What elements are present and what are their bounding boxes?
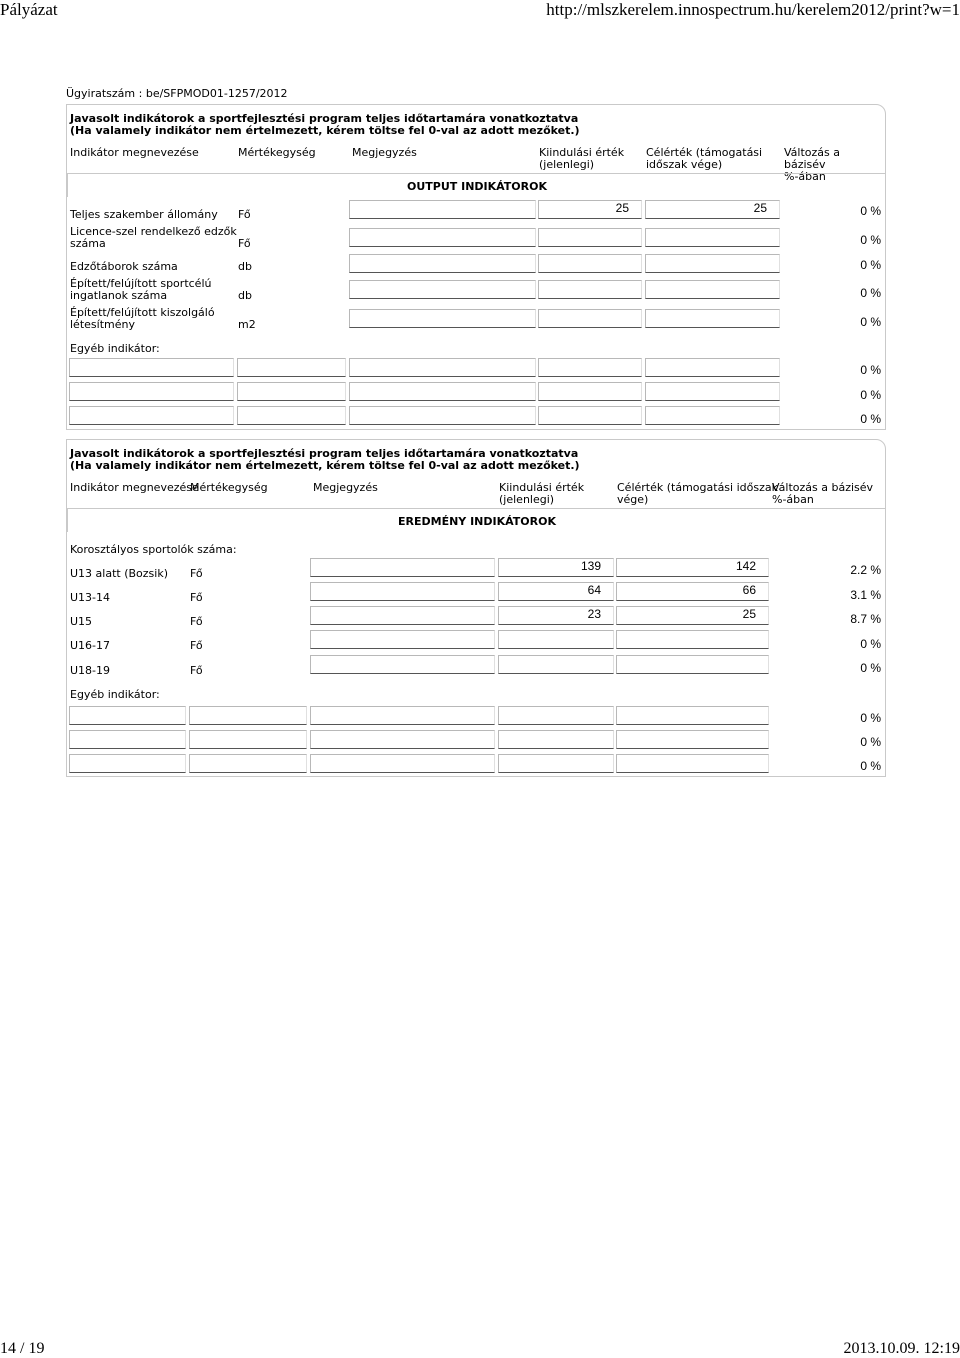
base-value-input[interactable] xyxy=(498,655,614,674)
indicator-unit: Fő xyxy=(190,591,203,604)
indicator-name-line2: ingatlanok száma xyxy=(70,289,168,302)
other-name-input[interactable] xyxy=(69,358,234,377)
indicator-name: U16-17 xyxy=(70,639,111,652)
change-percent: 0 % xyxy=(860,637,881,651)
target-value-input[interactable] xyxy=(616,706,769,725)
col-base-value xyxy=(499,482,584,506)
output-panel-title-line2: (Ha valamely indikátor nem értelmezett, kérem töltse fel 0-val az adott mezőket.) xyxy=(70,124,580,137)
base-value-input[interactable]: 139 xyxy=(498,558,614,577)
col-unit: Mértékegység xyxy=(190,481,268,494)
change-percent: 0 % xyxy=(860,258,881,272)
note-input[interactable] xyxy=(310,730,495,749)
note-input[interactable] xyxy=(349,254,536,273)
indicator-unit: Fő xyxy=(238,237,251,250)
other-unit-input[interactable] xyxy=(237,382,346,401)
col-base-line2: (jelenlegi) xyxy=(539,158,595,171)
indicator-name-line2: száma xyxy=(70,237,106,250)
page-header-title: Pályázat xyxy=(0,0,58,19)
note-input[interactable] xyxy=(349,280,536,299)
result-indicators-panel xyxy=(66,439,886,777)
base-value-input[interactable] xyxy=(538,280,642,299)
target-value-input[interactable] xyxy=(645,228,780,247)
target-value-input[interactable] xyxy=(645,309,780,328)
target-value-input[interactable]: 142 xyxy=(616,558,769,577)
target-value-input[interactable] xyxy=(645,406,780,425)
target-value-input[interactable] xyxy=(616,754,769,773)
other-indicator-label: Egyéb indikátor: xyxy=(70,342,160,355)
change-percent: 0 % xyxy=(860,388,881,402)
change-percent: 0 % xyxy=(860,363,881,377)
col-indicator-name: Indikátor megnevezése xyxy=(70,481,199,494)
note-input[interactable] xyxy=(310,606,495,625)
note-input[interactable] xyxy=(310,754,495,773)
section-title: EREDMÉNY INDIKÁTOROK xyxy=(67,508,886,532)
col-change-line1: Változás a bázisév xyxy=(772,481,874,494)
other-name-input[interactable] xyxy=(69,406,234,425)
target-value-input[interactable] xyxy=(645,382,780,401)
indicator-name xyxy=(70,307,215,331)
base-value-input[interactable]: 64 xyxy=(498,582,614,601)
section-title: OUTPUT INDIKÁTOROK xyxy=(67,173,886,197)
indicator-unit: db xyxy=(238,260,252,273)
change-percent: 0 % xyxy=(860,233,881,247)
page-number: 14 / 19 xyxy=(0,1340,45,1357)
indicator-name-line2: létesítmény xyxy=(70,318,135,331)
col-target-line2: időszak vége) xyxy=(646,158,723,171)
col-target-value xyxy=(646,147,762,171)
change-percent: 0 % xyxy=(860,315,881,329)
col-change xyxy=(772,482,873,506)
indicator-name: Edzőtáborok száma xyxy=(70,260,178,273)
other-unit-input[interactable] xyxy=(237,406,346,425)
indicator-unit: Fő xyxy=(190,639,203,652)
result-panel-title-line1: Javasolt indikátorok a sportfejlesztési program teljes időtartamára vonatkoztatva xyxy=(70,447,579,460)
group-label: Korosztályos sportolók száma: xyxy=(70,543,237,556)
target-value-input[interactable] xyxy=(616,730,769,749)
col-base-line1: Kiindulási érték xyxy=(539,146,625,159)
base-value-input[interactable] xyxy=(498,730,614,749)
note-input[interactable] xyxy=(349,382,536,401)
result-panel-title-line2: (Ha valamely indikátor nem értelmezett, kérem töltse fel 0-val az adott mezőket.) xyxy=(70,459,580,472)
note-input[interactable] xyxy=(310,706,495,725)
target-value-input[interactable] xyxy=(645,358,780,377)
col-note: Megjegyzés xyxy=(352,146,417,159)
other-name-input[interactable] xyxy=(69,730,186,749)
output-panel-title-line1: Javasolt indikátorok a sportfejlesztési program teljes időtartamára vonatkoztatva xyxy=(70,112,579,125)
change-percent: 3.1 % xyxy=(850,588,881,602)
col-target-line1: Célérték (támogatási időszak xyxy=(617,481,778,494)
note-input[interactable] xyxy=(310,558,495,577)
base-value-input[interactable] xyxy=(538,254,642,273)
base-value-input[interactable] xyxy=(538,382,642,401)
other-unit-input[interactable] xyxy=(189,730,307,749)
change-percent: 0 % xyxy=(860,661,881,675)
indicator-name-line1: Épített/felújított sportcélú xyxy=(70,277,212,290)
change-percent: 0 % xyxy=(860,204,881,218)
indicator-name: U13 alatt (Bozsik) xyxy=(70,567,168,580)
other-name-input[interactable] xyxy=(69,706,186,725)
other-name-input[interactable] xyxy=(69,382,234,401)
indicator-name-line1: Licence-szel rendelkező edzők xyxy=(70,225,237,238)
base-value-input[interactable] xyxy=(538,406,642,425)
note-input[interactable] xyxy=(349,228,536,247)
target-value-input[interactable]: 25 xyxy=(616,606,769,625)
indicator-unit: Fő xyxy=(238,208,251,221)
note-input[interactable] xyxy=(310,630,495,649)
note-input[interactable] xyxy=(349,200,536,219)
base-value-input[interactable] xyxy=(498,706,614,725)
print-timestamp: 2013.10.09. 12:19 xyxy=(843,1340,960,1357)
other-unit-input[interactable] xyxy=(237,358,346,377)
indicator-name-line1: Épített/felújított kiszolgáló xyxy=(70,306,215,319)
col-change-line2: %-ában xyxy=(784,170,826,183)
change-percent: 8.7 % xyxy=(850,612,881,626)
indicator-name xyxy=(70,226,237,250)
change-percent: 0 % xyxy=(860,759,881,773)
col-base-line1: Kiindulási érték xyxy=(499,481,585,494)
other-name-input[interactable] xyxy=(69,754,186,773)
note-input[interactable] xyxy=(310,655,495,674)
col-change-line1: Változás a bázisév xyxy=(784,146,840,171)
base-value-input[interactable] xyxy=(538,309,642,328)
other-indicator-label: Egyéb indikátor: xyxy=(70,688,160,701)
col-target-line2: vége) xyxy=(617,493,649,506)
note-input[interactable] xyxy=(349,406,536,425)
base-value-input[interactable] xyxy=(538,228,642,247)
base-value-input[interactable]: 23 xyxy=(498,606,614,625)
target-value-input[interactable] xyxy=(616,655,769,674)
other-unit-input[interactable] xyxy=(189,754,307,773)
output-indicators-panel xyxy=(66,104,886,430)
col-target-line1: Célérték (támogatási xyxy=(646,146,763,159)
indicator-name: U13-14 xyxy=(70,591,111,604)
indicator-name: U18-19 xyxy=(70,664,111,677)
col-note: Megjegyzés xyxy=(313,481,378,494)
target-value-input[interactable] xyxy=(616,630,769,649)
indicator-name: Teljes szakember állomány xyxy=(70,208,218,221)
change-percent: 0 % xyxy=(860,711,881,725)
indicator-unit: m2 xyxy=(238,318,256,331)
change-percent: 0 % xyxy=(860,412,881,426)
col-target-value xyxy=(617,482,778,506)
target-value-input[interactable]: 66 xyxy=(616,582,769,601)
col-base-line2: (jelenlegi) xyxy=(499,493,555,506)
page-header-url: http://mlszkerelem.innospectrum.hu/kerelem2012/print?w=1 xyxy=(546,0,960,19)
target-value-input[interactable] xyxy=(645,254,780,273)
note-input[interactable] xyxy=(349,358,536,377)
col-unit: Mértékegység xyxy=(238,146,316,159)
other-unit-input[interactable] xyxy=(189,706,307,725)
change-percent: 0 % xyxy=(860,735,881,749)
base-value-input[interactable]: 25 xyxy=(538,200,642,219)
base-value-input[interactable] xyxy=(498,630,614,649)
col-change-line2: %-ában xyxy=(772,493,814,506)
target-value-input[interactable]: 25 xyxy=(645,200,780,219)
note-input[interactable] xyxy=(349,309,536,328)
indicator-name xyxy=(70,278,211,302)
indicator-unit: Fő xyxy=(190,615,203,628)
change-percent: 2.2 % xyxy=(850,563,881,577)
indicator-unit: db xyxy=(238,289,252,302)
col-base-value xyxy=(539,147,624,171)
indicator-unit: Fő xyxy=(190,567,203,580)
base-value-input[interactable] xyxy=(498,754,614,773)
target-value-input[interactable] xyxy=(645,280,780,299)
case-number: Ügyiratszám : be/SFPMOD01-1257/2012 xyxy=(66,87,288,100)
indicator-unit: Fő xyxy=(190,664,203,677)
indicator-name: U15 xyxy=(70,615,93,628)
col-indicator-name: Indikátor megnevezése xyxy=(70,146,199,159)
change-percent: 0 % xyxy=(860,286,881,300)
note-input[interactable] xyxy=(310,582,495,601)
base-value-input[interactable] xyxy=(538,358,642,377)
